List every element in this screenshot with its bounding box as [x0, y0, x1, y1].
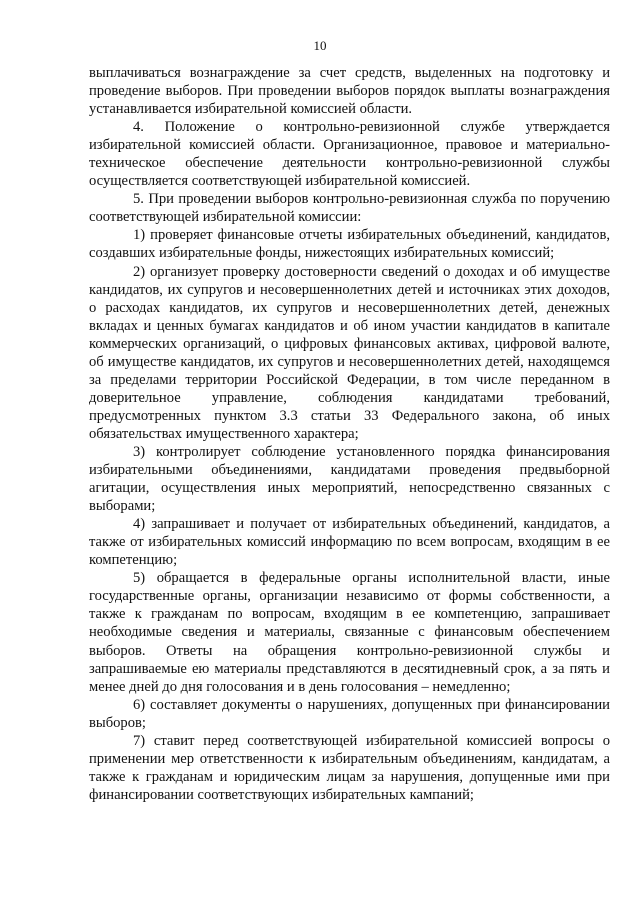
paragraph-item-4: 4. Положение о контрольно-ревизионной службе утверждается избирательной комиссией области. Организационное, правовое и материально-техническое обеспечение деятельности контрольно-ревизионной службы осуществляется соответствующей избирательной комиссией.	[89, 119, 610, 190]
paragraph-continuation: выплачиваться вознаграждение за счет средств, выделенных на подготовку и проведение выборов. При проведении выборов порядок выплаты вознаграждения устанавливается избирательной комиссией области.	[89, 65, 610, 118]
document-body	[89, 64, 610, 804]
page-number: 10	[313, 38, 327, 53]
subitem-1: 1) проверяет финансовые отчеты избирательных объединений, кандидатов, создавших избирательные фонды, нижестоящих избирательных комиссий;	[89, 227, 610, 262]
paragraph-item-5: 5. При проведении выборов контрольно-ревизионная служба по поручению соответствующей избирательной комиссии:	[89, 191, 610, 226]
subitem-4: 4) запрашивает и получает от избирательных объединений, кандидатов, а также от избирательных комиссий информацию по всем вопросам, входящим в ее компетенцию;	[89, 516, 610, 569]
subitem-2: 2) организует проверку достоверности сведений о доходах и об имуществе кандидатов, их супругов и несовершеннолетних детей и источниках этих доходов, о расходах кандидатов, их супругов и несовершеннолетних детей, денежных вкладах и ценных бумагах кандидатов и об ином участии кандидатов в капитале коммерческих организаций, о цифровых финансовых активах, цифровой валюте, об имуществе кандидатов, их супругов и несовершеннолетних детей, находящемся за пределами территории Российской Федерации, в том числе переданном в доверительное управление, соблюдения кандидатами требований, предусмотренных пунктом 3.3 статьи 33 Федерального закона, об иных обязательствах имущественного характера;	[89, 263, 610, 442]
subitem-7: 7) ставит перед соответствующей избирательной комиссией вопросы о применении мер ответственности к избирательным объединениям, кандидатам, а также к гражданам и юридическим лицам за нарушения, допущенные ими при финансировании соответствующих избирательных кампаний;	[89, 732, 610, 803]
subitem-6: 6) составляет документы о нарушениях, допущенных при финансировании выборов;	[89, 696, 610, 731]
subitem-3: 3) контролирует соблюдение установленного порядка финансирования избирательными объединениями, кандидатами проведения предвыборной агитации, осуществления иных мероприятий, непосредственно связанных с выборами;	[89, 443, 610, 515]
subitem-5: 5) обращается в федеральные органы исполнительной власти, иные государственные органы, организации независимо от формы собственности, а также к гражданам по вопросам, входящим в ее компетенцию, запрашивает необходимые сведения и материалы, связанные с финансовым обеспечением выборов. Ответы на обращения контрольно-ревизионной службы и запрашиваемые ею материалы представляются в десятидневный срок, а за пять и менее дней до дня голосования и в день голосования – немедленно;	[89, 570, 610, 695]
